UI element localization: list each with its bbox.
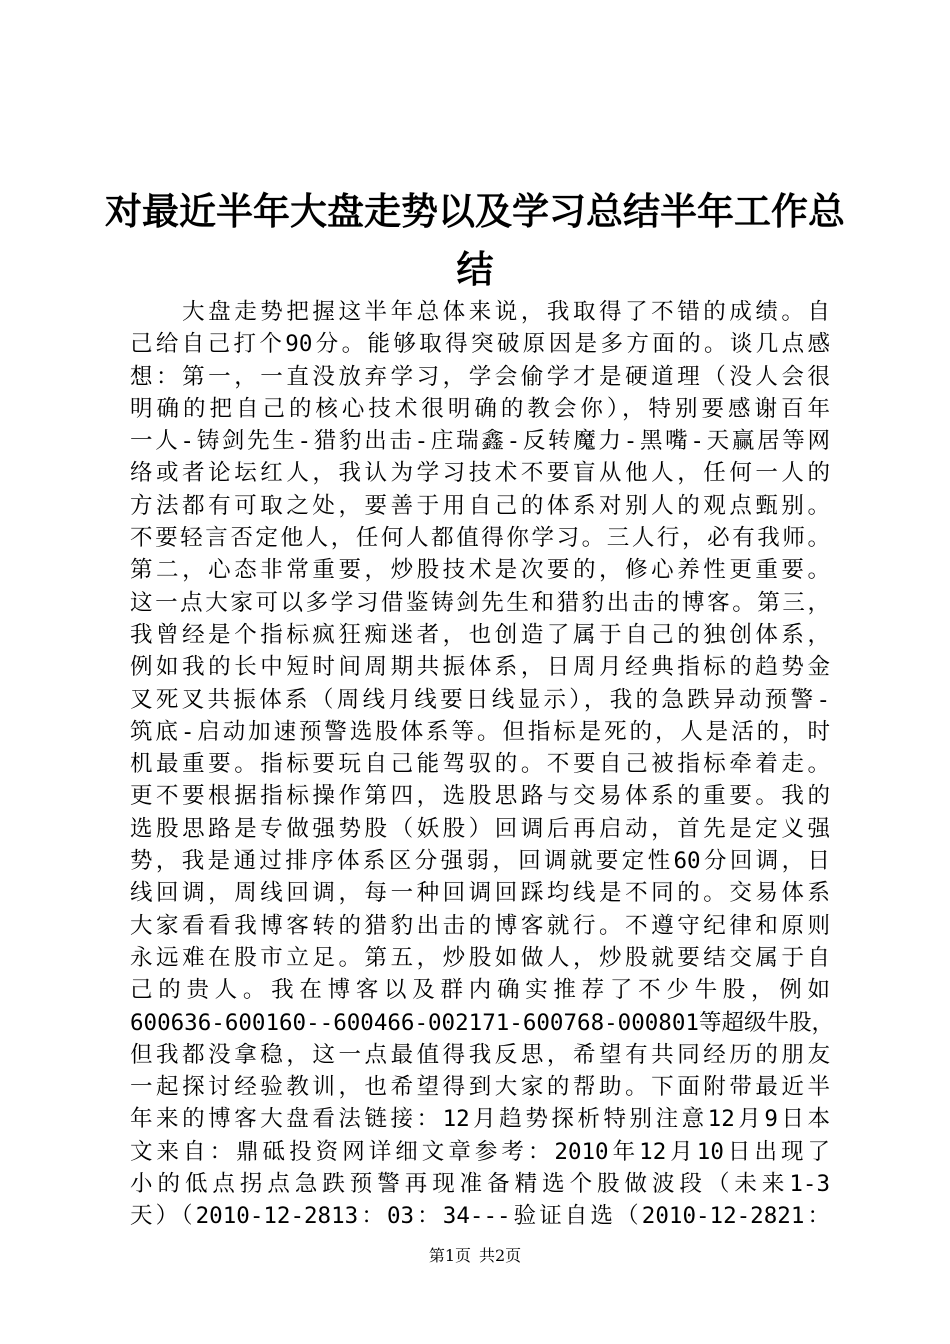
body-line: 明确的把自己的核心技术很明确的教会你），特别要感谢百年	[130, 395, 830, 422]
body-line: 但我都没拿稳，这一点最值得我反思，希望有共同经历的朋友	[130, 1041, 830, 1068]
body-line: 年来的博客大盘看法链接：12月趋势探析特别注意12月9日本	[130, 1106, 830, 1133]
body-line: 叉死叉共振体系（周线月线要日线显示），我的急跌异动预警-	[130, 686, 830, 713]
page-total: 共2页	[479, 1246, 522, 1265]
body-line: 第二，心态非常重要，炒股技术是次要的，修心养性更重要。	[130, 557, 830, 584]
body-line: 这一点大家可以多学习借鉴铸剑先生和猎豹出击的博客。第三，	[130, 589, 830, 616]
body-line: 机最重要。指标要玩自己能驾驭的。不要自己被指标牵着走。	[130, 751, 830, 778]
document-body	[130, 296, 834, 1233]
body-line: 己给自己打个90分。能够取得突破原因是多方面的。谈几点感	[130, 331, 830, 358]
body-line: 一人-铸剑先生-猎豹出击-庄瑞鑫-反转魔力-黑嘴-天赢居等网	[130, 428, 830, 455]
body-line: 小的低点拐点急跌预警再现准备精选个股做波段（未来1-3	[130, 1171, 830, 1198]
title-line: 对最近半年大盘走势以及学习总结半年工作总	[105, 189, 845, 233]
body-line: 更不要根据指标操作第四，选股思路与交易体系的重要。我的	[130, 783, 830, 810]
body-line: 筑底-启动加速预警选股体系等。但指标是死的，人是活的，时	[130, 718, 830, 745]
body-line: 大盘走势把握这半年总体来说，我取得了不错的成绩。自	[130, 299, 830, 325]
body-line: 络或者论坛红人，我认为学习技术不要盲从他人，任何一人的	[130, 460, 830, 487]
body-line: 我曾经是个指标疯狂痴迷者，也创造了属于自己的独创体系，	[130, 621, 830, 648]
body-line: 想：第一，一直没放弃学习，学会偷学才是硬道理（没人会很	[130, 363, 830, 390]
page-footer	[0, 1246, 950, 1266]
body-line: 文来自：鼎砥投资网详细文章参考：2010年12月10日出现了	[130, 1138, 830, 1165]
body-line: 不要轻言否定他人，任何人都值得你学习。三人行，必有我师。	[130, 525, 830, 552]
page-number: 第1页	[428, 1246, 471, 1265]
document-title	[80, 182, 870, 298]
body-line: 一起探讨经验教训，也希望得到大家的帮助。下面附带最近半	[130, 1074, 830, 1101]
body-line: 方法都有可取之处，要善于用自己的体系对别人的观点甄别。	[130, 492, 830, 519]
body-line: 天）（2010-12-2813：03：34---验证自选（2010-12-2821：	[130, 1203, 830, 1230]
body-line: 己的贵人。我在博客以及群内确实推荐了不少牛股，例如	[130, 977, 830, 1004]
body-line: 线回调，周线回调，每一种回调回踩均线是不同的。交易体系	[130, 880, 830, 907]
title-line: 结	[456, 247, 494, 291]
body-line: 势，我是通过排序体系区分强弱，回调就要定性60分回调，日	[130, 848, 830, 875]
body-line: 600636-600160--600466-002171-600768-000801等超级牛股，	[130, 1009, 834, 1036]
body-line: 大家看看我博客转的猎豹出击的博客就行。不遵守纪律和原则	[130, 912, 830, 939]
body-line: 例如我的长中短时间周期共振体系，日周月经典指标的趋势金	[130, 654, 830, 681]
body-line: 永远难在股市立足。第五，炒股如做人，炒股就要结交属于自	[130, 944, 830, 971]
body-line: 选股思路是专做强势股（妖股）回调后再启动，首先是定义强	[130, 815, 830, 842]
